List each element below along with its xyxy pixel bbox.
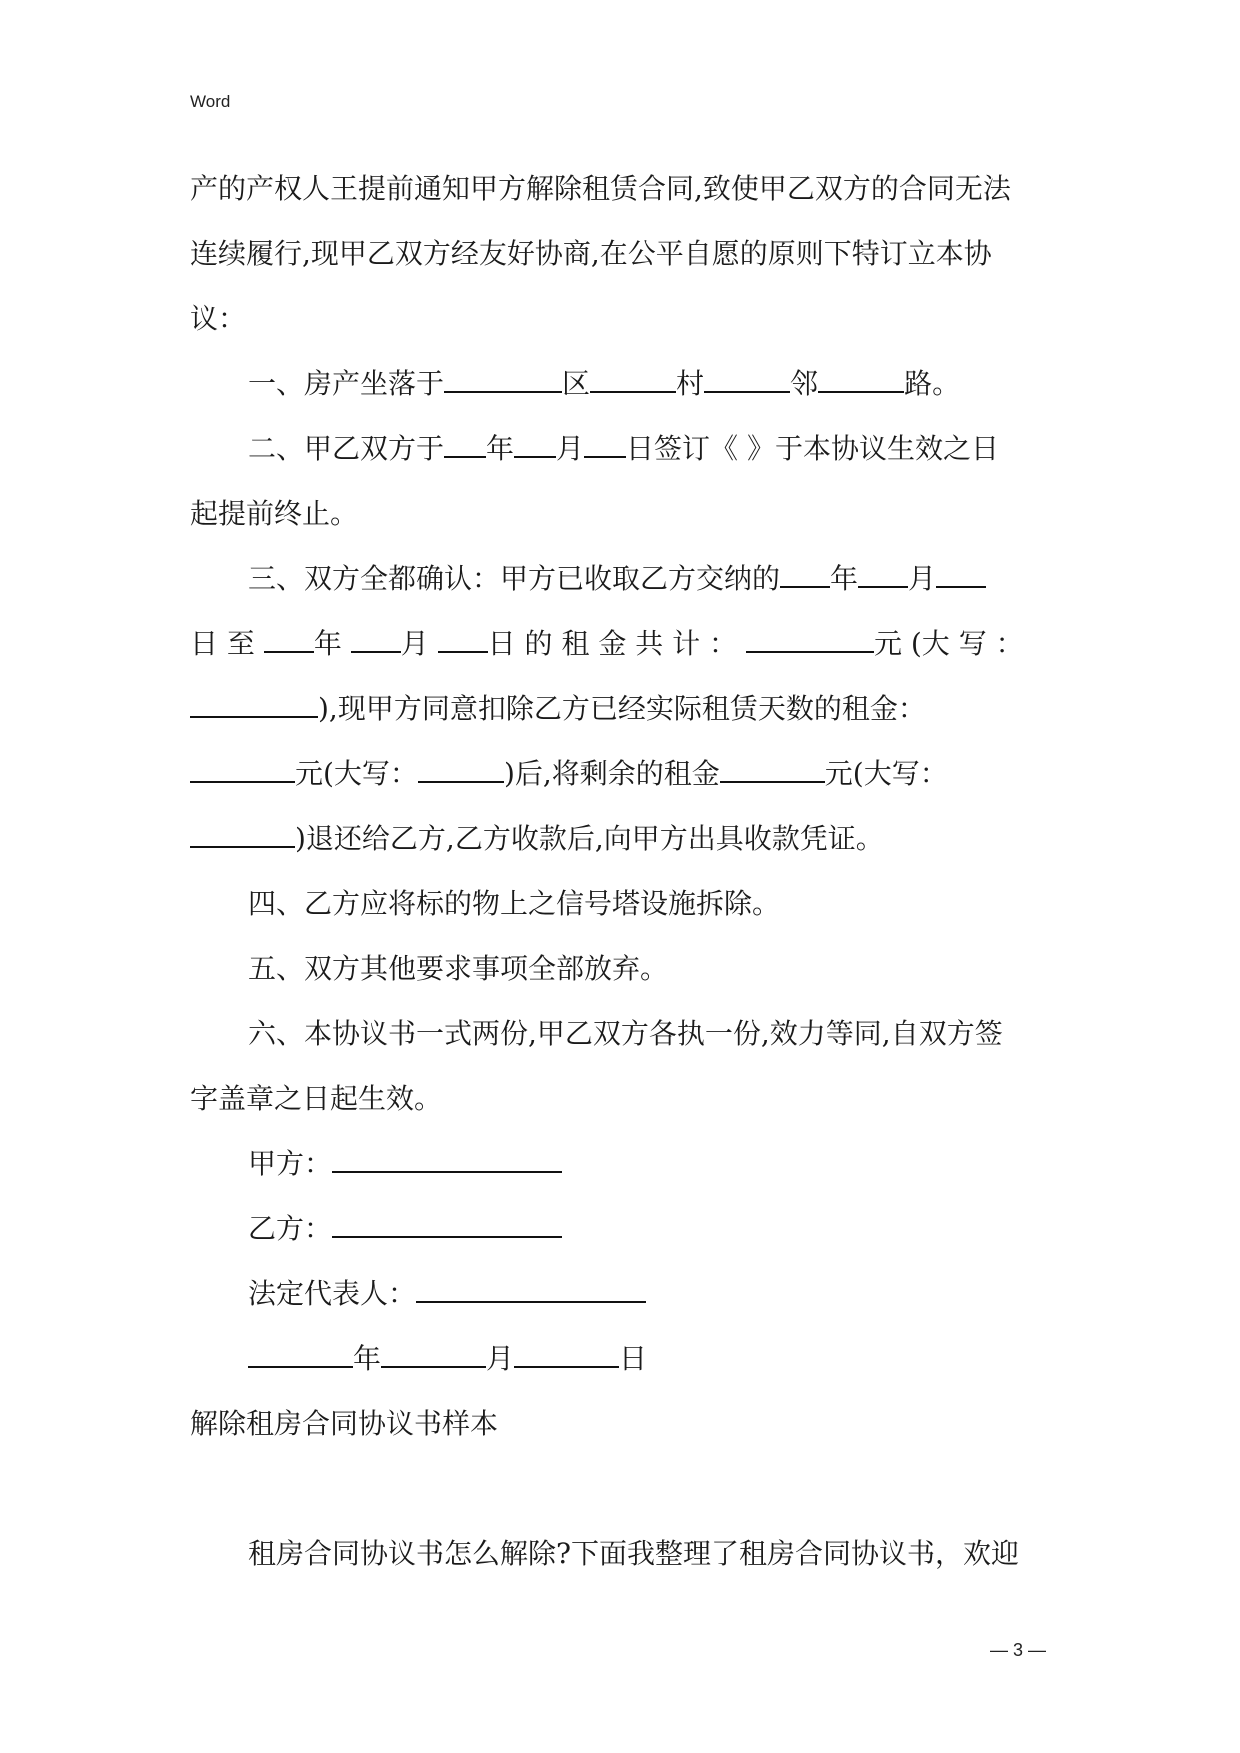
blank-field[interactable] [248, 1344, 353, 1368]
clause-2: 二、甲乙双方于 年 月 日签订《 》于本协议生效之日 [248, 432, 999, 465]
signature-party-a: 甲方： [190, 1131, 1060, 1196]
blank-field[interactable] [514, 434, 556, 458]
signature-field[interactable] [332, 1149, 562, 1173]
clause-3: 三、双方全都确认：甲方已收取乙方交纳的 年 月 [190, 546, 1060, 611]
paragraph-line: 起提前终止。 [190, 497, 359, 530]
blank-field[interactable] [936, 564, 986, 588]
blank-field[interactable] [780, 564, 830, 588]
blank-field[interactable] [858, 564, 908, 588]
clause-4: 四、乙方应将标的物上之信号塔设施拆除。 [248, 887, 781, 920]
blank-field[interactable] [720, 759, 825, 783]
page-number: — 3 — [990, 1640, 1047, 1660]
blank-field[interactable] [381, 1344, 486, 1368]
clause-3-line-4: 元(大写： )后,将剩余的租金 元(大写： [190, 741, 1060, 806]
blank-field[interactable] [438, 629, 488, 653]
blank-field[interactable] [444, 434, 486, 458]
signature-field[interactable] [416, 1279, 646, 1303]
paragraph-line: 议： [190, 302, 247, 335]
blank-field[interactable] [818, 369, 904, 393]
blank-field[interactable] [746, 629, 874, 653]
signature-legal-rep: 法定代表人： [190, 1261, 1060, 1326]
blank-field[interactable] [190, 759, 295, 783]
blank-field[interactable] [264, 629, 314, 653]
section-title: 解除租房合同协议书样本 [190, 1407, 499, 1440]
intro-paragraph: 租房合同协议书怎么解除?下面我整理了租房合同协议书，欢迎 [248, 1537, 1020, 1570]
blank-field[interactable] [190, 694, 318, 718]
blank-field[interactable] [590, 369, 676, 393]
blank-field[interactable] [704, 369, 790, 393]
blank-field[interactable] [190, 824, 295, 848]
header-label: Word [190, 92, 231, 111]
clause-3-line-2: 日 至 年 月 日 的 租 金 共 计 ： 元 (大 写 ： [190, 627, 1024, 660]
signature-party-b: 乙方： [190, 1196, 1060, 1261]
clause-3-line-5: )退还给乙方,乙方收款后,向甲方出具收款凭证。 [190, 806, 1060, 871]
clause-1: 一、房产坐落于 区 村 邻 路。 [248, 367, 961, 400]
blank-field[interactable] [584, 434, 626, 458]
document-body [190, 156, 1060, 1586]
blank-field[interactable] [444, 369, 562, 393]
clause-3-line-3: ),现甲方同意扣除乙方已经实际租赁天数的租金： [190, 676, 1060, 741]
blank-field[interactable] [418, 759, 504, 783]
blank-field[interactable] [351, 629, 401, 653]
paragraph-line: 连续履行,现甲乙双方经友好协商,在公平自愿的原则下特订立本协 [190, 237, 992, 270]
signature-date: 年 月 日 [190, 1326, 1060, 1391]
clause-5: 五、双方其他要求事项全部放弃。 [248, 952, 669, 985]
paragraph-line: 字盖章之日起生效。 [190, 1082, 443, 1115]
signature-field[interactable] [332, 1214, 562, 1238]
blank-field[interactable] [514, 1344, 619, 1368]
paragraph-line: 产的产权人王提前通知甲方解除租赁合同,致使甲乙双方的合同无法 [190, 172, 1011, 205]
clause-6: 六、本协议书一式两份,甲乙双方各执一份,效力等同,自双方签 [248, 1017, 1003, 1050]
